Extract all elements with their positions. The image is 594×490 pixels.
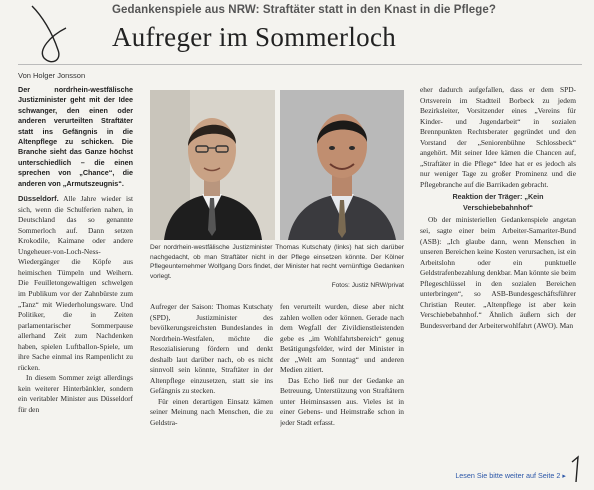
photo-entrepreneur [280, 90, 404, 240]
body-text: In diesem Sommer zeigt allerdings kein weiterer Hinterbänkler, sondern ein veritabler Minister aus Düsseldorf für den [18, 373, 133, 414]
pen-mark [22, 2, 74, 68]
column-3 [280, 302, 404, 467]
body-text: Aufreger der Saison: Thomas Kutschaty (SPD), Justizminister des bevölkerungsreichsten Bundeslandes in Nordrhein-Westfalen, möchte die Resozialisierung fördern und denkt deshalb laut darüber nach, ob es nicht sinnvoll sein könnte, Straftäter in der Altenpflege einzusetzen, statt sie ins Gefängnis zu stecken. [150, 302, 273, 396]
subheading: Reaktion der Träger: „Kein Verschiebebahnhof“ [452, 192, 544, 212]
column-2 [150, 302, 273, 467]
lead-paragraph: Der nordrhein-westfälische Justizminister geht mit der Idee schwanger, den einen oder anderen verurteilten Straftäter statt ins Gefängnis in die Altenpflege zu schicken. Die Branche sieht das Ganze höchst unterschiedlich – die einen sprechen von „Chance“, die anderen von „Armutszeugnis“. [18, 85, 133, 188]
body-text: eher dadurch aufgefallen, dass er dem SPD-Ortsverein im Stadtteil Borbeck zu jedem Bezirksleiter, Vorsitzender eines „Vereins für Kinder- und Jugendarbeit“ in sozialen Brennpunkten Rechtsberater gegründet und den Vorstand der „Seniorenbühne Schlossbeck“ angehört. Mit seiner Idee kämen die Chancen auf, „Straftäter in die Pflege“ Idee hat er es jedoch als nur weniger Tage zu großer Prominenz und die Pflegebranche auf die Barrikaden gebracht. [420, 85, 576, 189]
photo-minister [150, 90, 275, 240]
body-text: Ob der ministeriellen Gedankenspiele angetan sei, sagte einer beim Arbeiter-Samariter-Bund (ASB): „Ich glaube dann, wenn Menschen in unseren Bereichen keine Kosten verursachen, ist ein Arbeitslohn oder ein punktuelle Geldstrafenbezahlung denkbar. Man könnte sie beim Pflegeschlüssel in den sozialen Bereichen unterbringen“, so ASB-Bundesgeschäftsführer Christian Reuter. „Altenpflege ist aber kein Verschiebebahnhof.“ Ähnlich äußern sich der Bundesverband der Arbeiterwohlfahrt (AWO). Man [420, 215, 576, 330]
photo-credit: Fotos: Justiz NRW/privat [331, 282, 404, 290]
column-1 [18, 85, 133, 467]
byline: Von Holger Jonsson [18, 71, 86, 80]
caption-text: Der nordrhein-westfälische Justizminister Thomas Kutschaty (links) hat sich darüber nachgedacht, ob man Straftäter nicht in der Pflege einsetzen könnte. Der Kölner Pflegeunternehmer Wolfgang Dors findet, der Minister hat recht vernünftige Gedanken vorlegt. [150, 244, 404, 280]
body-text: Das Echo ließ nur der Gedanke an Betreuung, Unterstützung von Straftätern unter Heiminsassen aus. Vieles ist in einer Gebens- und Heimstraße schon in jeder Stadt erfasst. [280, 375, 404, 428]
dateline: Düsseldorf. [18, 194, 59, 204]
header-rule [18, 64, 582, 65]
headline: Aufreger im Sommerloch [112, 22, 397, 52]
pen-mark-small [568, 454, 584, 484]
body-text: fen verurteilt wurden, diese aber nicht zahlen wollen oder können. Gerade nach dem Wegfall der Zivildienstleistenden gebe es „im Wohlfahrtsbereich“ genug Betätigungsfelder, wird der Minister in der „Welt am Sonntag“ und anderen Medien zitiert. [280, 302, 404, 375]
kicker: Gedankenspiele aus NRW: Straftäter statt in den Knast in die Pflege? [112, 4, 497, 16]
photo-caption [150, 243, 404, 291]
column-4 [420, 85, 576, 467]
continue-link[interactable]: Lesen Sie bitte weiter auf Seite 2 ▸ [455, 471, 566, 480]
body-text: Für einen derartigen Einsatz kämen seiner Meinung nach Menschen, die zu Geldstra- [150, 396, 273, 428]
body-text: Alle Jahre wieder ist sich, wenn die Schulferien nahen, in Deutschland das so genannte Sommerloch auf. Dann setzen Krokodile, Kaimane oder andere Ungeheuer-von-Loch-Ness-Wiedergänger die Köpfe aus heimischen Tümpeln und Weihern. Die Feuilletongewaltigen schwelgen im Publikum vor der Zahnbürste zum „Tanz“ mit Wiederholungsware. Und Politiker, die in Zeiten parlamentarischer Sommerpause allerhand Zeit zum Nachdenken haben, spielen Luftballon-Spiele, um ihre Sache einmal ins Rampenlicht zu rücken. [18, 194, 133, 372]
